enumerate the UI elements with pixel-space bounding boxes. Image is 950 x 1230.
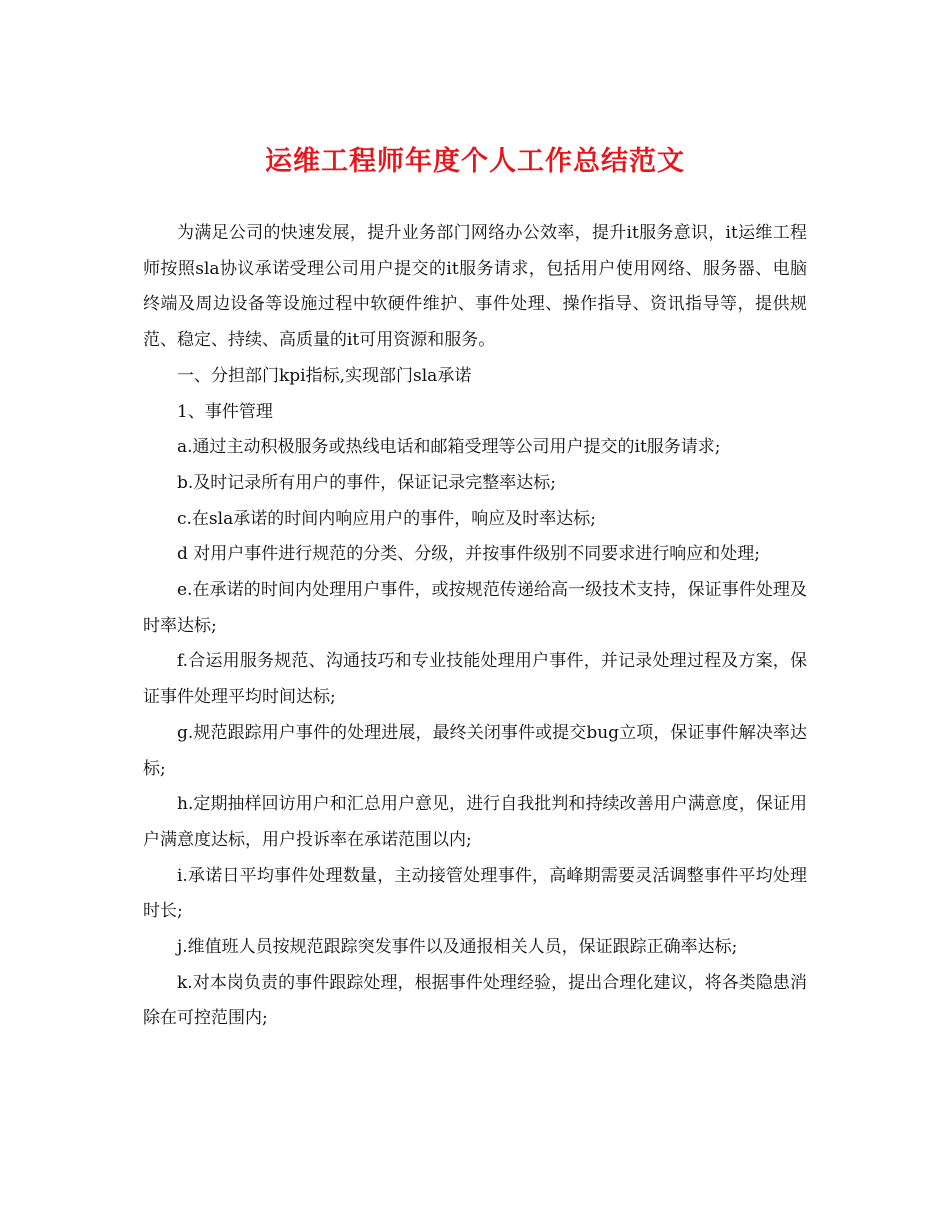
section-heading: 一、分担部门kpi指标,实现部门sla承诺 [177,365,472,386]
list-item: a.通过主动积极服务或热线电话和邮箱受理等公司用户提交的it服务请求; [177,437,721,458]
subsection-heading: 1、事件管理 [177,401,273,422]
list-item: d 对用户事件进行规范的分类、分级，并按事件级别不同要求进行响应和处理; [177,544,761,565]
list-item: h.定期抽样回访用户和汇总用户意见，进行自我批判和持续改善用户满意度，保证用户满意度达标，用户投诉率在承诺范围以内; [143,794,807,850]
document-body [143,216,807,1037]
list-item: b.及时记录所有用户的事件，保证记录完整率达标; [177,472,557,493]
list-item: j.维值班人员按规范跟踪突发事件以及通报相关人员，保证跟踪正确率达标; [177,937,738,958]
list-item: c.在sla承诺的时间内响应用户的事件，响应及时率达标; [177,508,596,529]
list-item: e.在承诺的时间内处理用户事件，或按规范传递给高一级技术支持，保证事件处理及时率达标; [143,580,807,636]
list-item: f.合运用服务规范、沟通技巧和专业技能处理用户事件，并记录处理过程及方案，保证事件处理平均时间达标; [143,651,807,708]
list-item: k.对本岗负责的事件跟踪处理，根据事件处理经验，提出合理化建议，将各类隐患消除在可控范围内; [143,972,807,1029]
list-item: i.承诺日平均事件处理数量，主动接管处理事件，高峰期需要灵活调整事件平均处理时长; [143,865,807,922]
paragraph: 为满足公司的快速发展，提升业务部门网络办公效率，提升it服务意识，it运维工程师按照sla协议承诺受理公司用户提交的it服务请求，包括用户使用网络、服务器、电脑终端及周边设备等设施过程中软硬件维护、事件处理、操作指导、资讯指导等，提供规范、稳定、持续、高质量的it可用资源和服务。 [143,223,807,351]
document-title: 运维工程师年度个人工作总结范文 [265,146,685,177]
list-item: g.规范跟踪用户事件的处理进展，最终关闭事件或提交bug立项，保证事件解决率达标; [143,722,807,779]
